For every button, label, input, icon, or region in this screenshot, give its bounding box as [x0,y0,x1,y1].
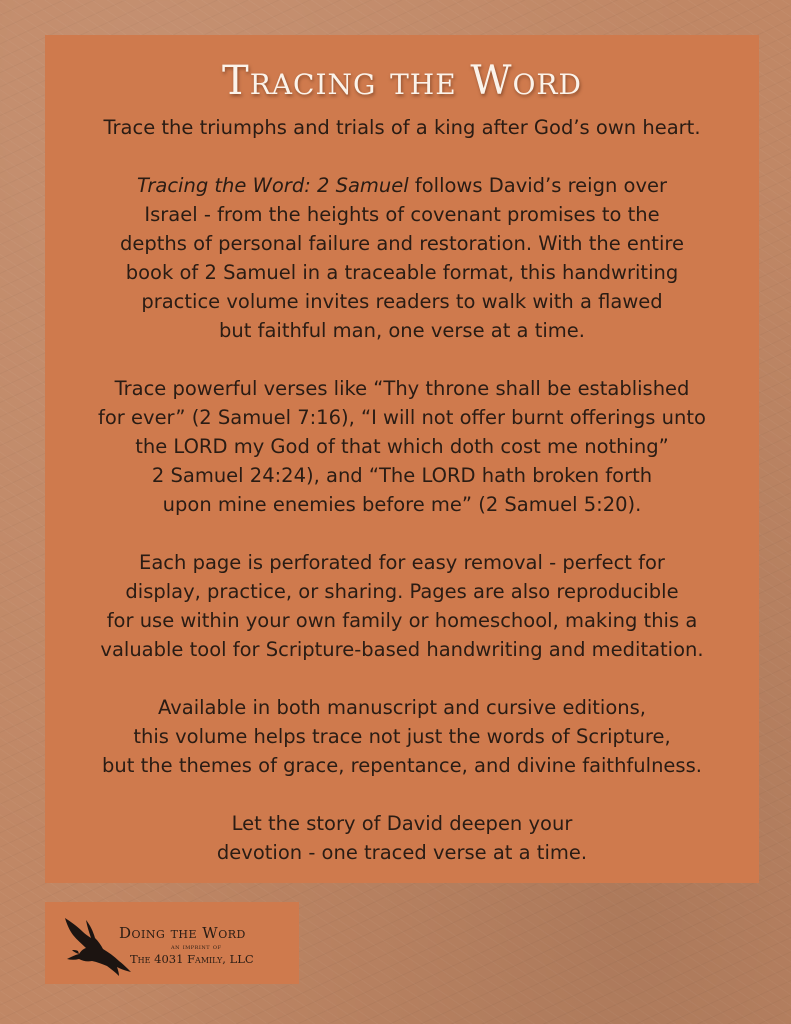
publisher-logo [45,902,299,984]
paragraph-closing [45,809,759,867]
tagline-text: Trace the triumphs and trials of a king after God’s own heart. [103,116,701,139]
paragraph-editions [45,693,759,780]
perforated-line-2: display, practice, or sharing. Pages are also reproducible [125,580,679,603]
verses-line-2: for ever” (2 Samuel 7:16), “I will not offer burnt offerings unto [98,406,706,429]
company-name: The 4031 Family, LLC [130,952,254,966]
editions-line-2: this volume helps trace not just the words of Scripture, [133,725,671,748]
overview-line-1: follows David’s reign over [408,174,668,197]
closing-line-2: devotion - one traced verse at a time. [216,841,588,864]
verses-line-5: upon mine enemies before me” (2 Samuel 5:20). [162,493,642,516]
overview-line-2: Israel - from the heights of covenant promises to the [144,203,660,226]
overview-line-5: practice volume invites readers to walk with a flawed [141,290,663,313]
description-panel [45,35,759,883]
verses-line-3: the LORD my God of that which doth cost me nothing” [135,435,669,458]
overview-line-3: depths of personal failure and restoration. With the entire [120,232,684,255]
paragraph-verses [45,374,759,519]
overview-line-4: book of 2 Samuel in a traceable format, this handwriting [125,261,679,284]
perforated-line-3: for use within your own family or homeschool, making this a [106,609,698,632]
editions-line-3: but the themes of grace, repentance, and divine faithfulness. [102,754,702,777]
book-title: Tracing the Word: 2 Samuel [136,174,409,197]
verses-line-4: 2 Samuel 24:24), and “The LORD hath broken forth [151,464,653,487]
perforated-line-1: Each page is perforated for easy removal - perfect for [139,551,665,574]
imprint-of: an imprint of [171,943,222,951]
tagline [45,113,759,142]
verses-line-1: Trace powerful verses like “Thy throne shall be established [114,377,690,400]
perforated-line-4: valuable tool for Scripture-based handwriting and meditation. [100,638,704,661]
paragraph-perforated [45,548,759,664]
overview-line-6: but faithful man, one verse at a time. [219,319,585,342]
page-title: Tracing the Word [222,58,582,104]
closing-line-1: Let the story of David deepen your [231,812,573,835]
editions-line-1: Available in both manuscript and cursive editions, [158,696,646,719]
imprint-name: Doing the Word [119,924,246,942]
paragraph-overview [45,171,759,345]
eagle-icon [61,908,133,978]
